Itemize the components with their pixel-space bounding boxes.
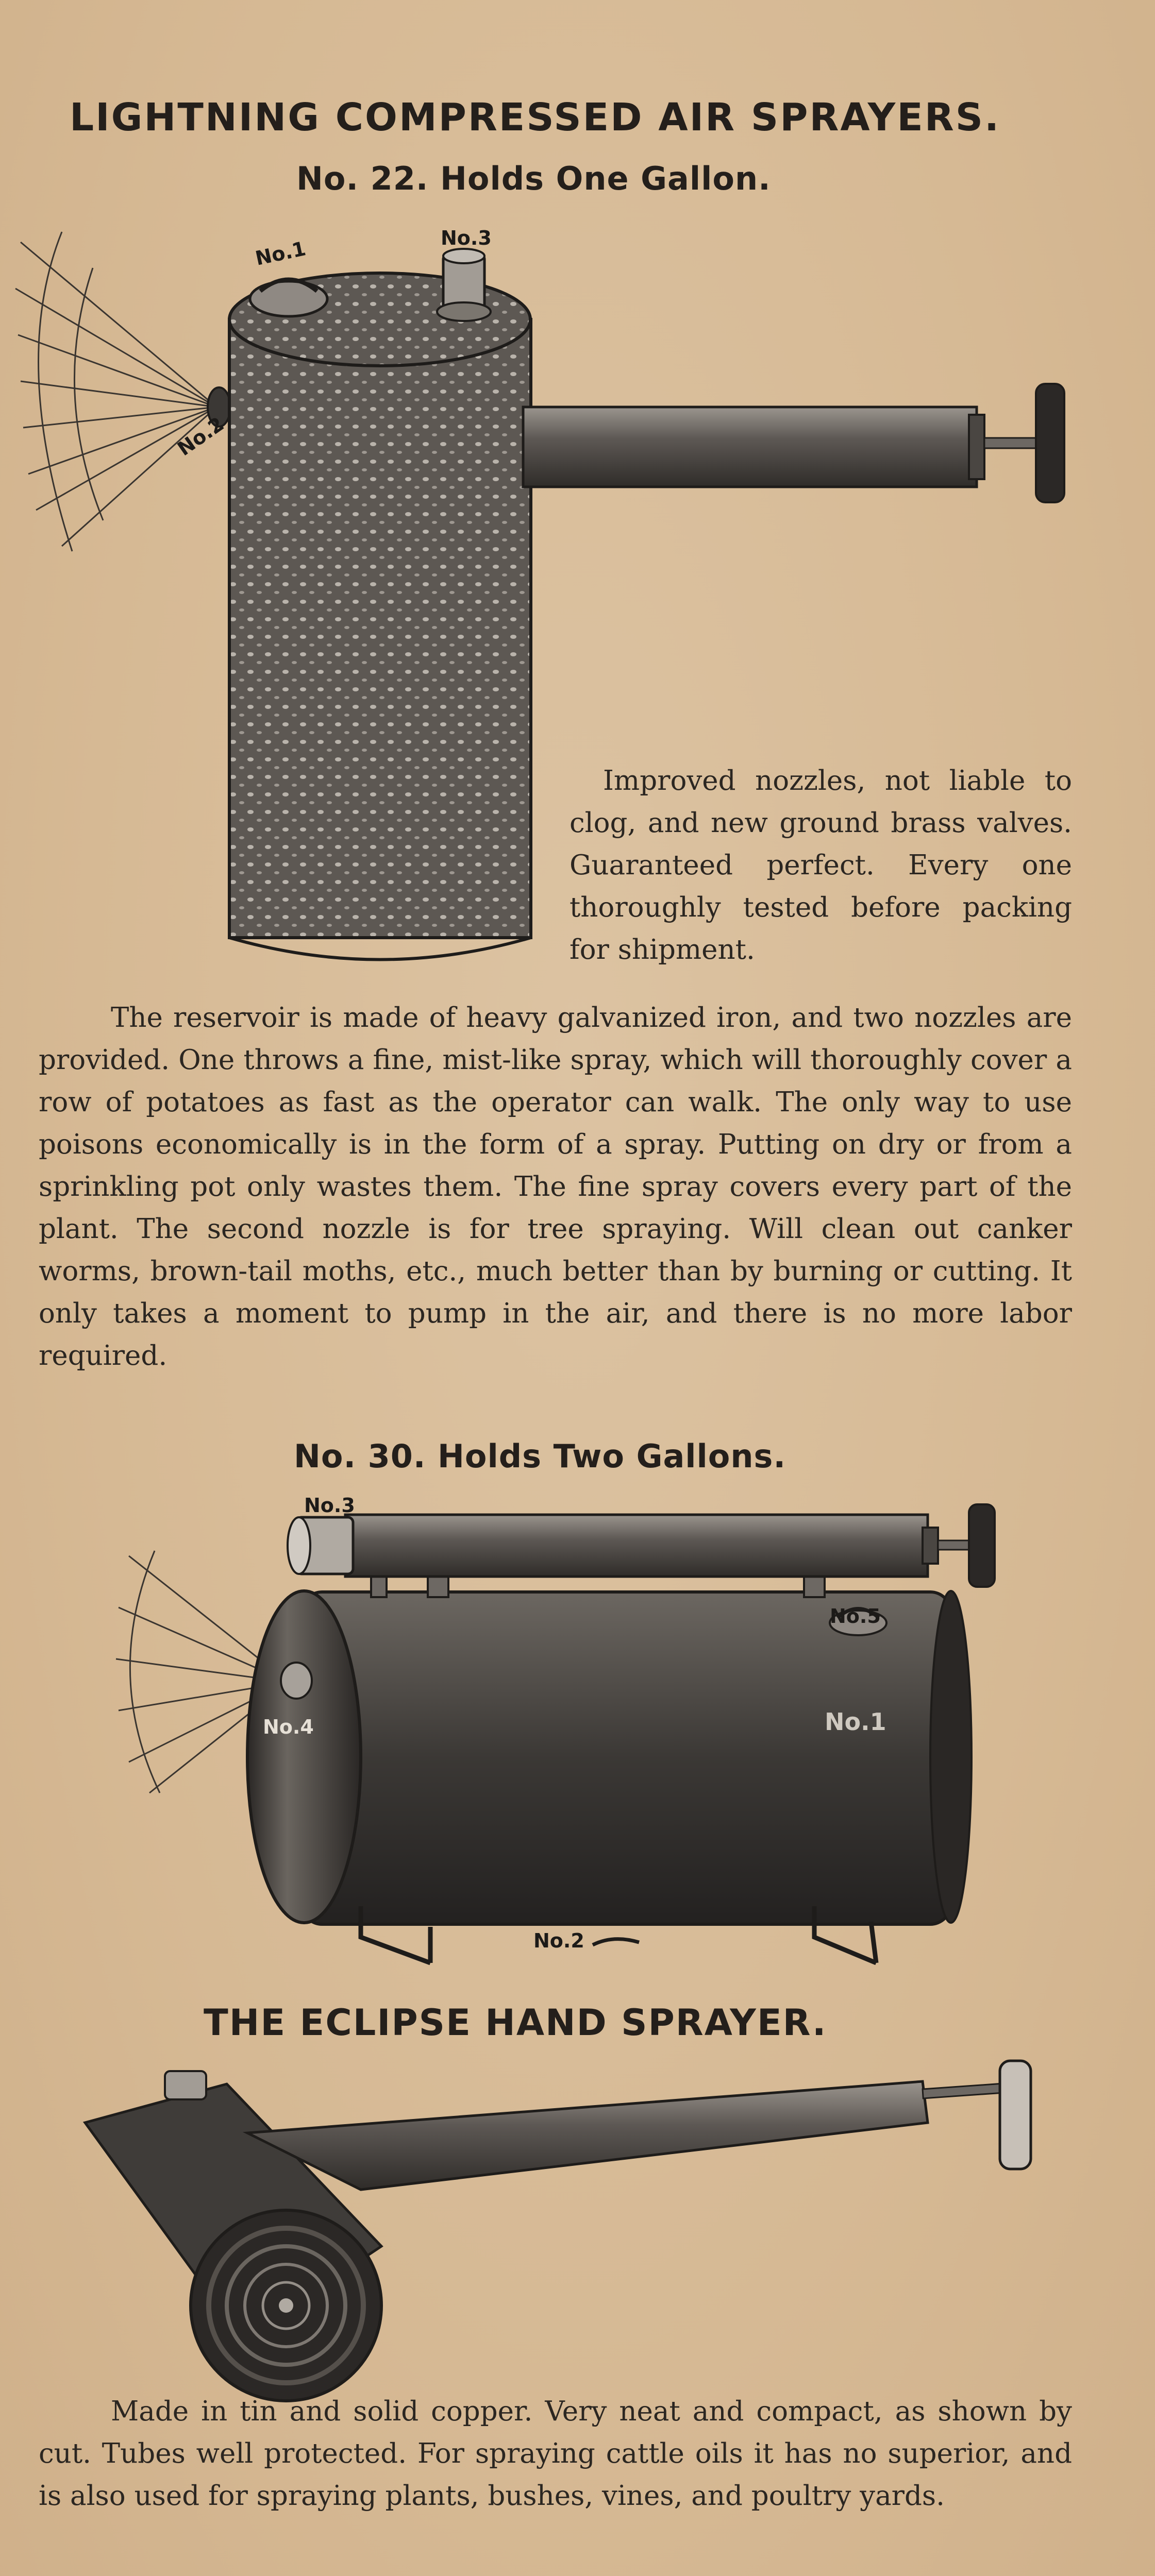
part-label-no1-30: No.1 [825, 1708, 886, 1736]
sprayer-22-feature-text: Improved nozzles, not liable to clog, and new ground brass valves. Guaranteed perfect. Every one thoroughly tested before packing for shipment. [570, 765, 1072, 965]
sprayer-22-description: The reservoir is made of heavy galvanized iron, and two nozzles are provided. One throws a fine, mist-like spray, which will thoroughly cover a row of potatoes as fast as the operator can walk. The only way to use poisons economically is in the form of a spray. Putting on dry or from a sprinkling pot only wastes them. The fine spray covers every part of the plant. The second nozzle is for tree spraying. Will clean out canker worms, brown-tail moths, etc., much better than by burning or cutting. It only takes a moment to pump in the air, and there is no more labor required. [39, 1002, 1072, 1371]
sprayer-30-heading: No. 30. Holds Two Gallons. [294, 1437, 786, 1475]
part-label-no3: No.3 [441, 227, 492, 249]
eclipse-heading: THE ECLIPSE HAND SPRAYER. [204, 2002, 827, 2044]
part-label-no5: No.5 [830, 1605, 881, 1628]
part-label-no4: No.4 [263, 1716, 314, 1738]
eclipse-description: Made in tin and solid copper. Very neat and compact, as shown by cut. Tubes well protected. For spraying cattle oils it has no superior, and is also used for spraying plants, bushes, vines, and poultry yards. [39, 2396, 1072, 2512]
part-label-no1: No.1 [253, 237, 308, 270]
part-label-no2: No.2 [173, 412, 228, 461]
part-label-no2-30: No.2 [533, 1929, 584, 1952]
pump-handle-icon [1000, 2061, 1031, 2169]
part-label-no3-30: No.3 [304, 1494, 355, 1517]
page-title: LIGHTNING COMPRESSED AIR SPRAYERS. [70, 95, 1001, 140]
sprayer-22-heading: No. 22. Holds One Gallon. [296, 160, 771, 197]
